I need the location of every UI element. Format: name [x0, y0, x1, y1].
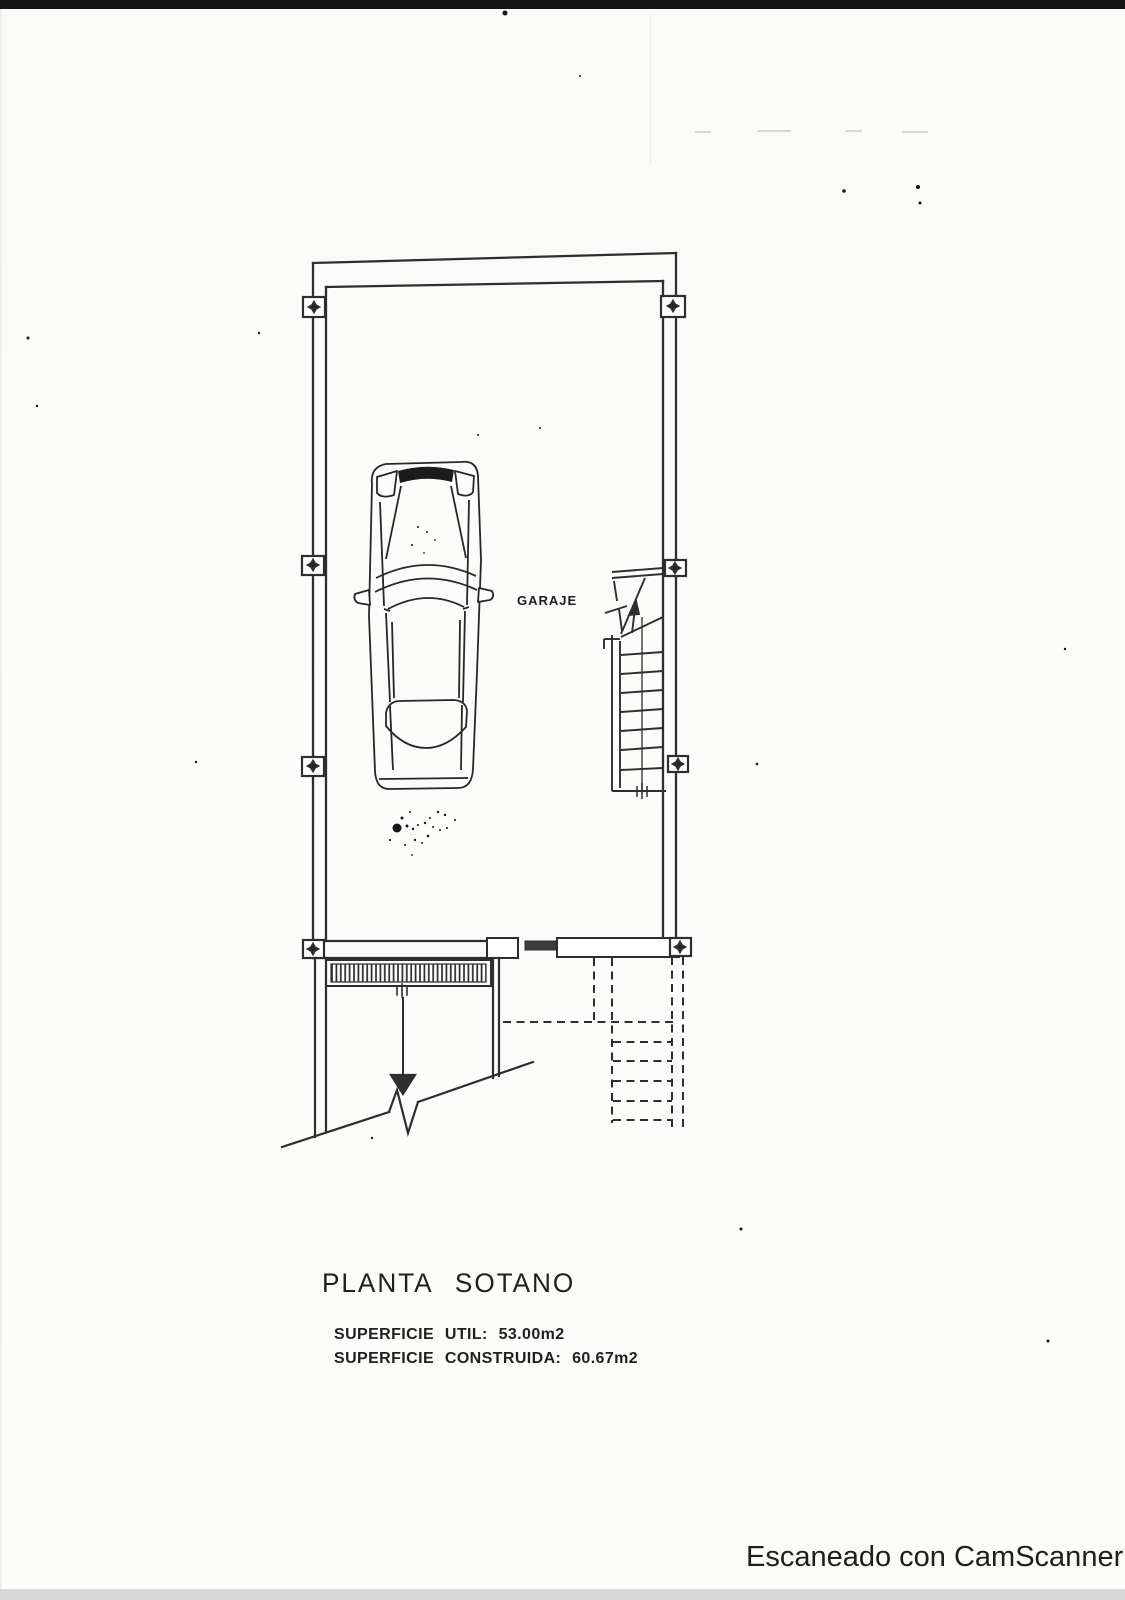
column-marker [665, 560, 686, 576]
car-windshield-strip [398, 467, 454, 483]
column-marker [668, 756, 688, 772]
garage-ramp [282, 958, 533, 1147]
car-right-mirror [478, 588, 493, 602]
column-marker [303, 940, 324, 958]
area-line-util: SUPERFICIE UTIL: 53.00m2 [334, 1326, 565, 1343]
ramp-break-line [389, 1090, 418, 1133]
column-marker [302, 757, 324, 776]
column-marker [302, 556, 324, 575]
ramp-edge-line [282, 1112, 389, 1147]
area-line-construida: SUPERFICIE CONSTRUIDA: 60.67m2 [334, 1350, 639, 1367]
room-label-garaje: GARAJE [517, 593, 578, 608]
column-marker [661, 296, 685, 317]
interior-staircase [604, 568, 666, 799]
plan-title: PLANTA SOTANO [322, 1268, 576, 1298]
car-left-mirror [354, 590, 370, 605]
scan-bottom-edge [0, 1589, 1125, 1600]
stair-up-arrow [629, 601, 639, 615]
exterior-staircase-dashed [503, 957, 683, 1131]
camscanner-watermark: Escaneado con CamScanner [746, 1541, 1124, 1573]
ink-specks [27, 11, 1067, 1343]
column-marker [670, 938, 691, 956]
column-marker [303, 297, 325, 317]
car-rear-window [386, 700, 467, 748]
car-top-view [354, 462, 493, 789]
